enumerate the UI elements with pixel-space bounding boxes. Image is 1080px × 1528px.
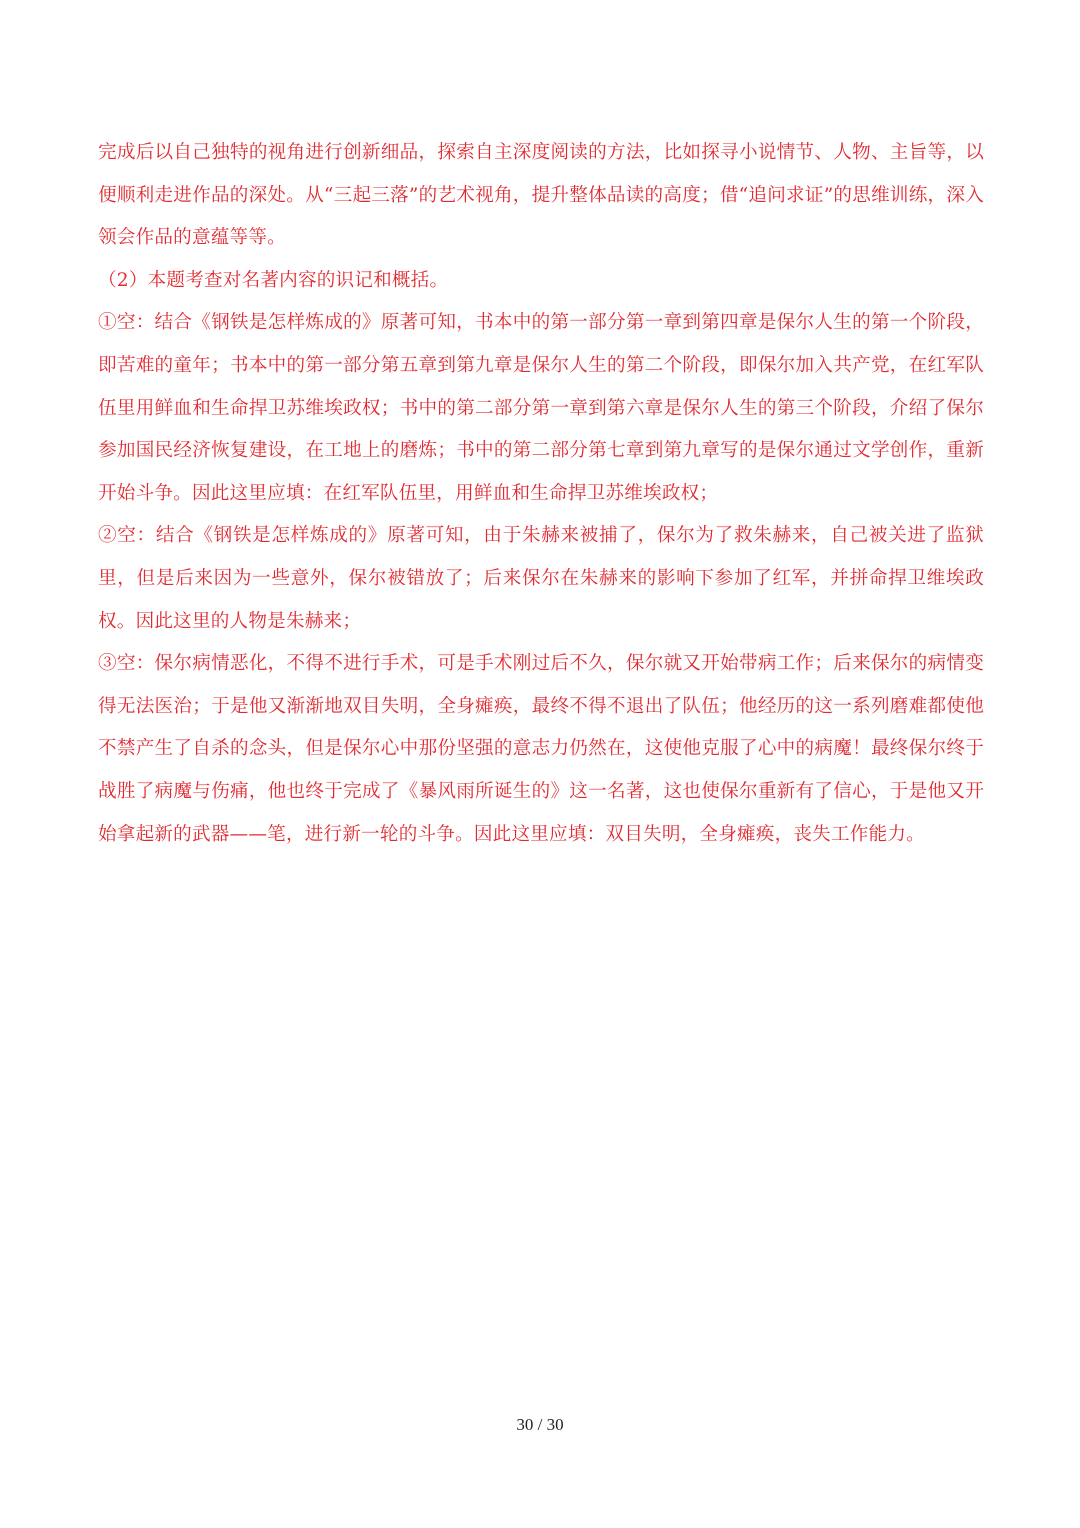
paragraph-intro-continuation: 完成后以自己独特的视角进行创新细品，探索自主深度阅读的方法，比如探寻小说情节、人物、主旨等，以便顺利走进作品的深处。从“三起三落”的艺术视角，提升整体品读的高度；借“追问求证”的思维训练，深入领会作品的意蕴等等。 bbox=[98, 142, 984, 249]
paragraph-blank-3: ③空：保尔病情恶化，不得不进行手术，可是手术刚过后不久，保尔就又开始带病工作；后来保尔的病情变得无法医治；于是他又渐渐地双目失明，全身瘫痪，最终不得不退出了队伍；他经历的这一系列磨难都使他不禁产生了自杀的念头，但是保尔心中那份坚强的意志力仍然在，这使他克服了心中的病魔！最终保尔终于战胜了病魔与伤痛，他也终于完成了《暴风雨所诞生的》这一名著，这也使保尔重新有了信心，于是他又开始拿起新的武器——笔，进行新一轮的斗争。因此这里应填：双目失明，全身瘫痪，丧失工作能力。 bbox=[98, 653, 984, 845]
paragraph-question-2-heading: （2）本题考查对名著内容的识记和概括。 bbox=[98, 269, 449, 291]
paragraph-blank-2: ②空：结合《钢铁是怎样炼成的》原著可知，由于朱赫来被捕了，保尔为了救朱赫来，自己被关进了监狱里，但是后来因为一些意外，保尔被错放了；后来保尔在朱赫来的影响下参加了红军，并拼命捍卫维埃政权。因此这里的人物是朱赫来； bbox=[98, 525, 984, 632]
paragraph-blank-1: ①空：结合《钢铁是怎样炼成的》原著可知，书本中的第一部分第一章到第四章是保尔人生的第一个阶段，即苦难的童年；书本中的第一部分第五章到第九章是保尔人生的第二个阶段，即保尔加入共产党，在红军队伍里用鲜血和生命捍卫苏维埃政权；书中的第二部分第一章到第六章是保尔人生的第三个阶段，介绍了保尔参加国民经济恢复建设，在工地上的磨炼；书中的第二部分第七章到第九章写的是保尔通过文学创作，重新开始斗争。因此这里应填：在红军队伍里，用鲜血和生命捍卫苏维埃政权； bbox=[98, 312, 984, 504]
page-number: 30 / 30 bbox=[516, 1415, 564, 1434]
answer-content bbox=[98, 132, 984, 856]
